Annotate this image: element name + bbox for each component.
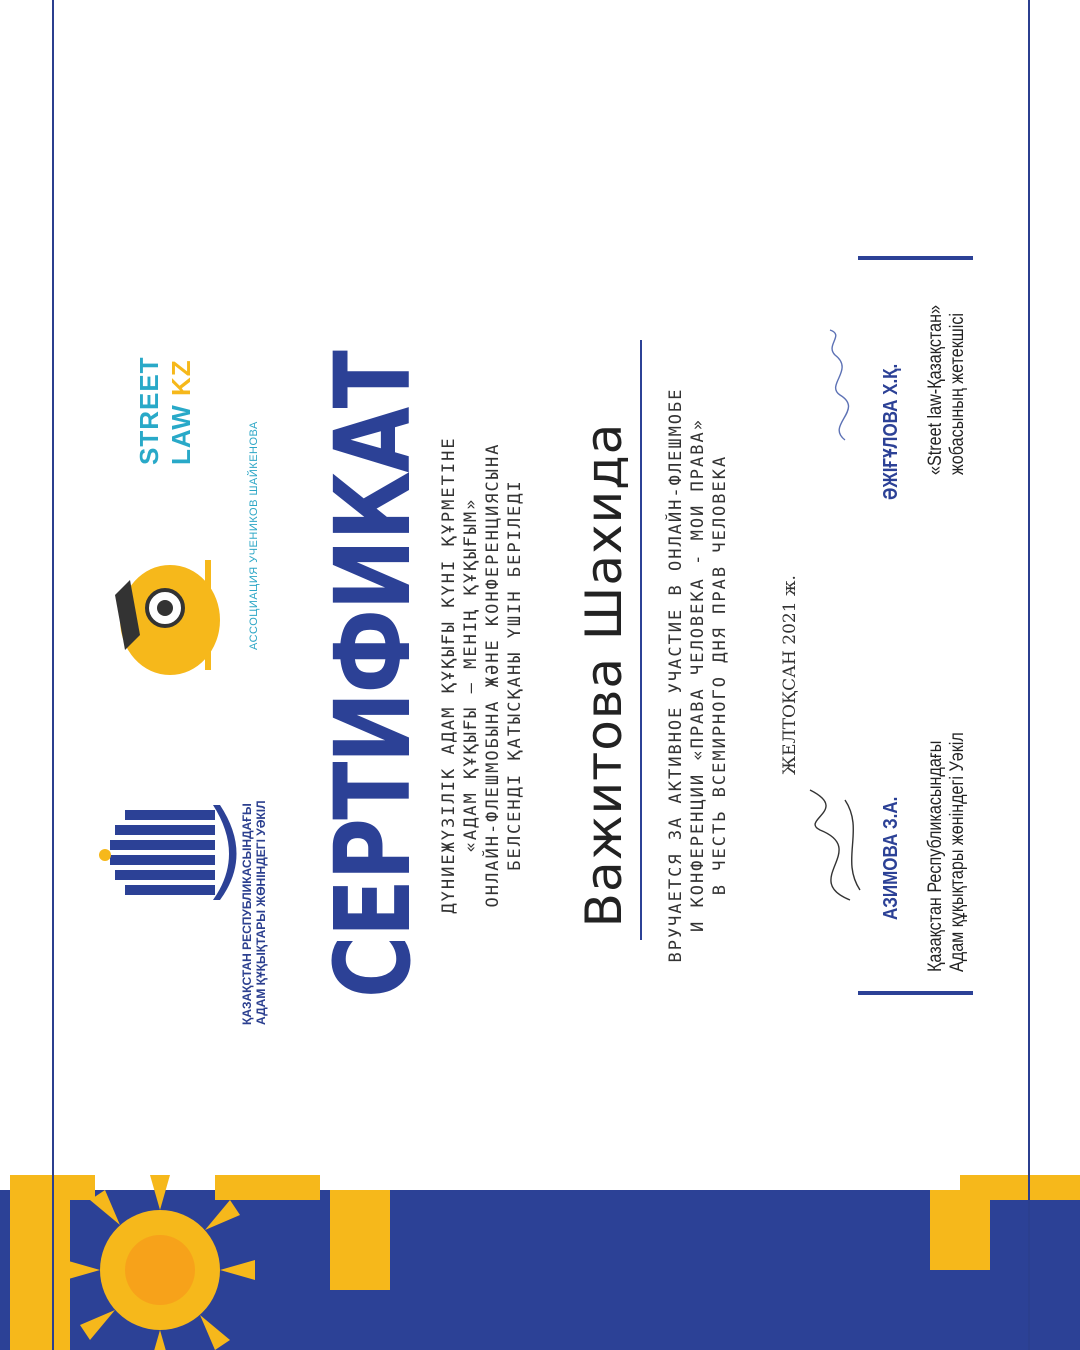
signatory-role-line: Адам құқықтары жөніндегі Уәкіл xyxy=(947,732,968,972)
street-law-mascot-icon xyxy=(95,540,225,700)
signature-right xyxy=(815,320,875,450)
signatory-role-line: Қазақстан Республикасындағы xyxy=(925,740,946,972)
signatory-role-line: «Street law-Қазақстан» xyxy=(925,304,946,475)
kazakh-line: БЕЛСЕНДІ ҚАТЫСҚАНЫ ҮШІН БЕРІЛЕДІ xyxy=(505,479,525,871)
recipient-underline xyxy=(640,340,642,940)
signatory-role-right xyxy=(925,305,969,475)
kazakh-text-block xyxy=(438,0,526,1350)
recipient-name: Важитова Шахида xyxy=(575,422,633,928)
ombudsman-logo-text xyxy=(240,735,268,1025)
signatory-name-right: ӘЖІҒҰЛОВА Х.Қ. xyxy=(880,363,902,500)
signature-line-right xyxy=(858,256,973,260)
street-law-word1: STREET xyxy=(134,356,164,465)
frame-line-top xyxy=(52,0,54,1350)
ombudsman-text-line1: ҚАЗАҚСТАН РЕСПУБЛИКАСЫНДАҒЫ xyxy=(240,803,254,1025)
certificate-date: ЖЕЛТОҚСАН 2021 ж. xyxy=(780,575,800,775)
kazakh-line: ОНЛАЙН-ФЛЕШМОБЫНА ЖӘНЕ КОНФЕРЕНЦИЯСЫНА xyxy=(483,442,503,908)
kazakh-line: «АДАМ ҚҰҚЫҒЫ – МЕНІҢ ҚҰҚЫҒЫМ» xyxy=(461,497,481,853)
russian-line: ВРУЧАЕТСЯ ЗА АКТИВНОЕ УЧАСТИЕ В ОНЛАЙН-ФЛЕШМОБЕ xyxy=(666,387,686,963)
signature-left xyxy=(790,770,880,910)
frame-line-bottom xyxy=(1028,0,1030,1350)
street-law-association: АССОЦИАЦИЯ УЧЕНИКОВ ШАЙКЕНОВА xyxy=(248,421,260,650)
street-law-word2: LAW KZ xyxy=(166,359,196,465)
russian-line: В ЧЕСТЬ ВСЕМИРНОГО ДНЯ ПРАВ ЧЕЛОВЕКА xyxy=(710,454,730,896)
ombudsman-text-line2: АДАМ ҚҰҚЫҚТАРЫ ЖӨНІНДЕГІ УӘКІЛ xyxy=(254,800,268,1025)
kazakh-line: ДҮНИЕЖҮЗІЛІК АДАМ ҚҰҚЫҒЫ КҮНІ ҚҰРМЕТІНЕ xyxy=(439,436,459,914)
signatory-name-left: АЗИМОВА З.А. xyxy=(880,796,902,920)
ribbon-decoration xyxy=(0,1175,1080,1350)
certificate-title: СЕРТИФИКАТ xyxy=(312,351,434,999)
signature-line-left xyxy=(858,991,973,995)
signatory-role-left xyxy=(925,732,969,972)
russian-text-block xyxy=(665,0,731,1350)
signatory-role-line: жобасының жетекшісі xyxy=(947,313,968,475)
russian-line: И КОНФЕРЕНЦИИ «ПРАВА ЧЕЛОВЕКА - МОИ ПРАВА» xyxy=(688,418,708,932)
ombudsman-logo xyxy=(95,780,245,930)
